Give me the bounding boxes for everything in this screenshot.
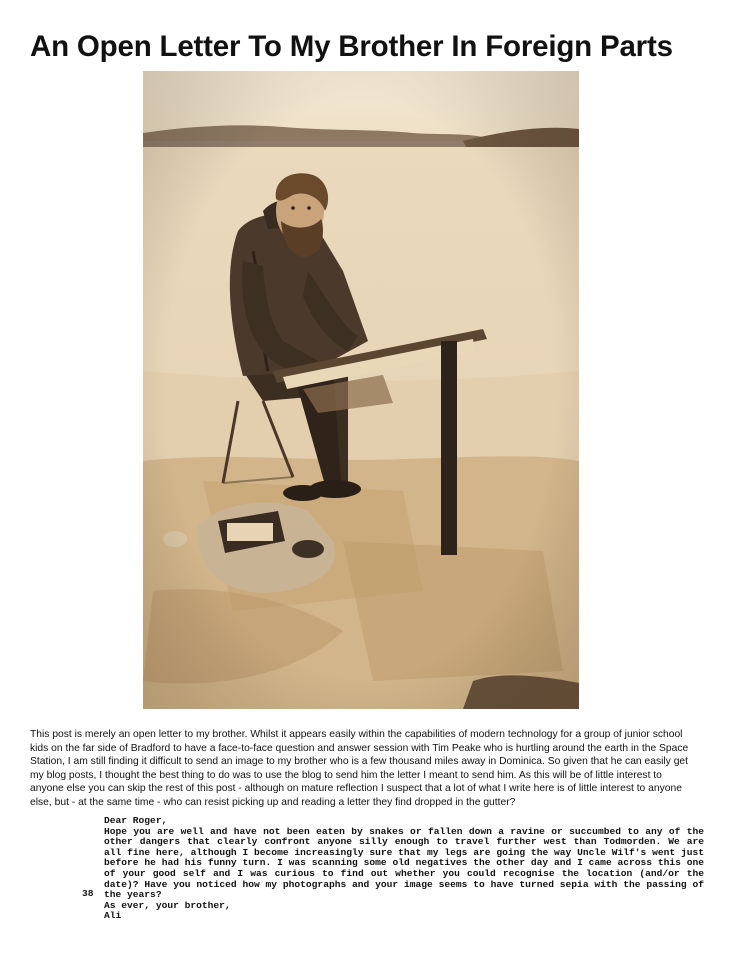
page-number: 38 bbox=[82, 888, 94, 899]
photo-illustration bbox=[143, 71, 579, 709]
letter-salutation: Dear Roger, bbox=[104, 815, 168, 826]
letter-body: Hope you are well and have not been eaten by snakes or fallen down a ravine or succumbed to any of the other dangers that clearly confront anyone silly enough to travel further west than Todmorden. We are all fine here, although I become increasingly sure that my legs are going the way Uncle Wilf's went just before he had his funny turn. I was scanning some old negatives the other day and I came across this one of your good self and I was curious to find out whether you could recognise the location (and/or the date)? Have you noticed how my photographs and your image seems to have turned sepia with the passing of the years? bbox=[104, 825, 704, 901]
letter-block bbox=[104, 816, 704, 922]
sepia-photograph bbox=[143, 71, 579, 709]
letter-closing: As ever, your brother, bbox=[104, 899, 231, 911]
letter-signature: Ali bbox=[104, 910, 122, 922]
page-title: An Open Letter To My Brother In Foreign Parts bbox=[30, 30, 673, 63]
intro-paragraph: This post is merely an open letter to my brother. Whilst it appears easily within the capabilities of modern technology for a group of junior school kids on the far side of Bradford to have a face-to-face question and answer session with Tim Peake who is hurtling around the earth in the Space Station, I am still finding it difficult to send an image to my brother who is a few thousand miles away in Dominica. So given that he can easily get my blog posts, I thought the best thing to do was to use the blog to send him the letter I meant to send him. As this will be of little interest to anyone else you can skip the rest of this post - although on mature reflection I suspect that a lot of what I write here is of little interest to anyone else, but - at the same time - who can resist picking up and reading a letter they find dropped in the gutter? bbox=[30, 729, 689, 808]
